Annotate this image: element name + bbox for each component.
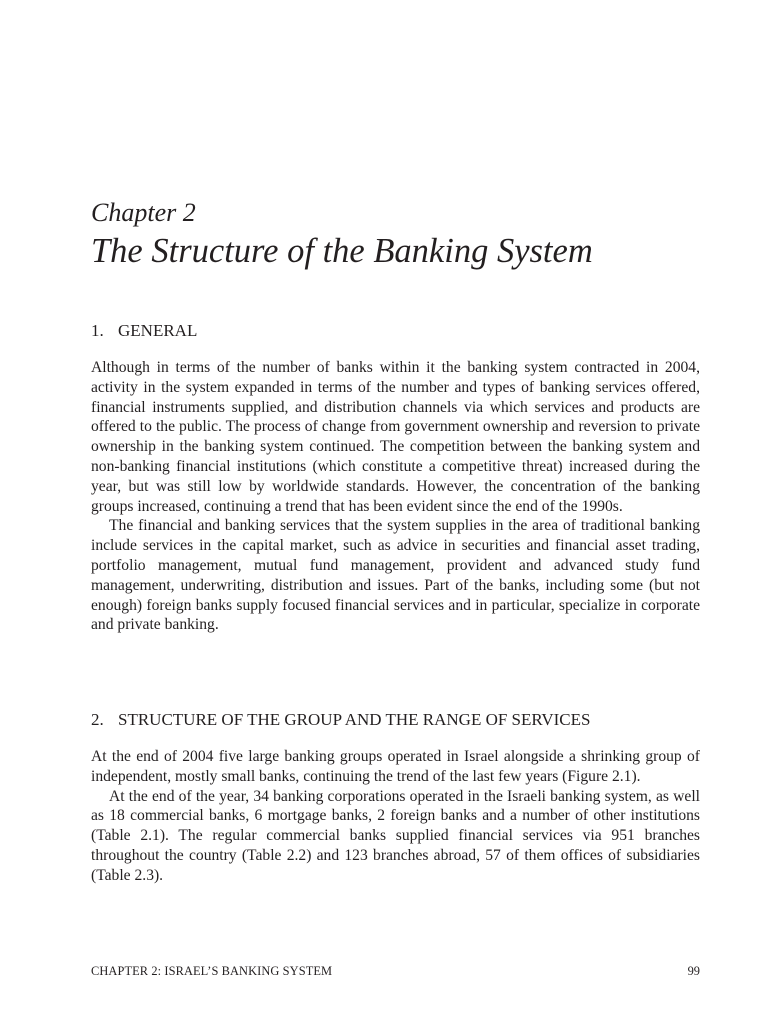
section-title: STRUCTURE OF THE GROUP AND THE RANGE OF SERVICES <box>118 710 591 729</box>
section-number: 1. <box>91 321 104 340</box>
section-title: GENERAL <box>118 321 198 340</box>
body-paragraph: At the end of 2004 five large banking groups operated in Israel alongside a shrinking group of independent, mostly small banks, continuing the trend of the last few years (Figure 2.1). <box>91 748 700 785</box>
section-body-general <box>91 358 700 635</box>
section-heading-structure <box>91 709 591 731</box>
chapter-label: Chapter 2 <box>91 198 196 227</box>
section-number: 2. <box>91 710 104 729</box>
section-heading-general <box>91 320 197 342</box>
running-footer-title: CHAPTER 2: ISRAEL’S BANKING SYSTEM <box>91 964 333 978</box>
section-body-structure <box>91 747 700 886</box>
body-paragraph: At the end of the year, 34 banking corporations operated in the Israeli banking system, as well as 18 commercial banks, 6 mortgage banks, 2 foreign banks and a number of other institutions (Table 2.1). The regular commercial banks supplied financial services via 951 branches throughout the country (Table 2.2) and 123 branches abroad, 57 of them offices of subsidiaries (Table 2.3). <box>91 787 700 884</box>
body-paragraph: Although in terms of the number of banks within it the banking system contracted in 2004, activity in the system expanded in terms of the number and types of banking services offered, financial instruments supplied, and distribution channels via which services and products are offered to the public. The process of change from government ownership and reversion to private ownership in the banking system continued. The competition between the banking system and non-banking financial institutions (which constitute a competitive threat) increased during the year, but was still low by worldwide standards. However, the concentration of the banking groups increased, continuing a trend that has been evident since the end of the 1990s. <box>91 359 700 515</box>
body-paragraph: The financial and banking services that the system supplies in the area of traditional banking include services in the capital market, such as advice in securities and financial asset trading, portfolio management, mutual fund management, provident and advanced study fund management, underwriting, distribution and issues. Part of the banks, including some (but not enough) foreign banks supply focused financial services and in particular, specialize in corporate and private banking. <box>91 517 700 634</box>
chapter-title: The Structure of the Banking System <box>91 232 593 270</box>
page-number: 99 <box>687 964 700 978</box>
